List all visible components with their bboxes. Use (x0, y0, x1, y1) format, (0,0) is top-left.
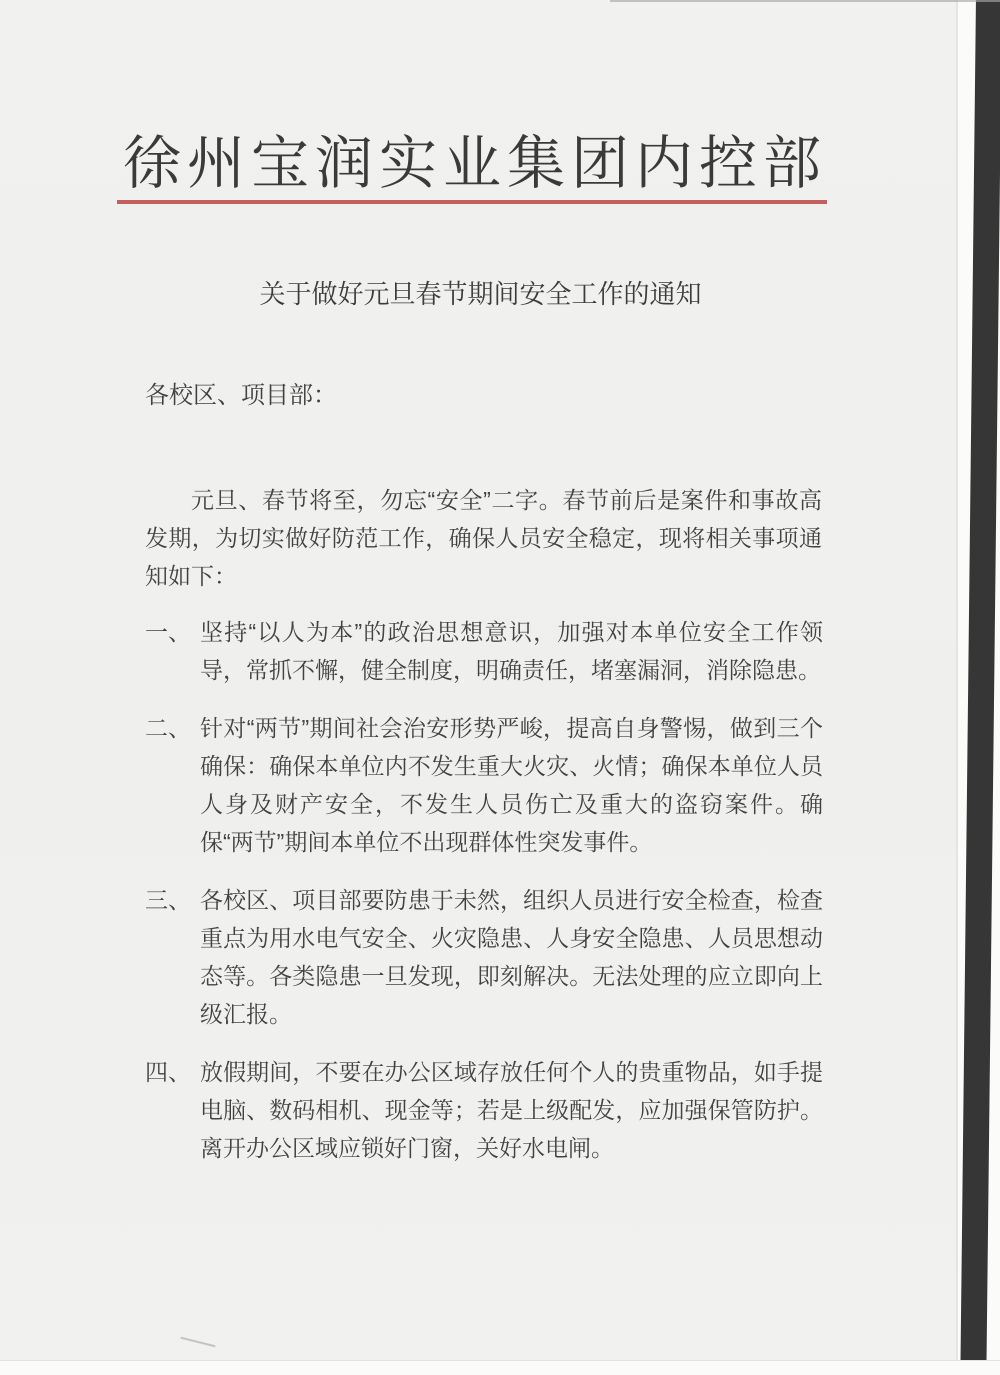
pencil-mark (180, 1337, 215, 1348)
letterhead-wrap (0, 131, 944, 204)
intro-paragraph: 元旦、春节将至，勿忘“安全”二字。春节前后是案件和事故高发期，为切实做好防范工作，确保人员安全稳定，现将相关事项通知如下： (145, 487, 822, 589)
item-text: 放假期间，不要在办公区域存放任何个人的贵重物品，如手提电脑、数码相机、现金等；若是上级配发，应加强保管防护。离开办公区域应锁好门窗，关好水电闸。 (200, 1059, 823, 1161)
list-item (145, 709, 823, 861)
notice-title-wrap (0, 276, 961, 312)
item-marker: 二、 (145, 715, 191, 741)
item-text: 针对“两节”期间社会治安形势严峻，提高自身警惕，做到三个确保：确保本单位内不发生重大火灾、火情；确保本单位人员人身及财产安全，不发生人员伤亡及重大的盗窃案件。确保“两节”期间本单位不出现群体性突发事件。 (200, 715, 823, 855)
notice-title: 关于做好元旦春节期间安全工作的通知 (259, 279, 702, 309)
notice-item-list (145, 613, 823, 1167)
salutation: 各校区、项目部： (145, 382, 337, 409)
item-marker: 三、 (145, 887, 191, 913)
list-item (145, 1053, 823, 1167)
list-item (145, 613, 823, 689)
letterhead-title: 徐州宝润实业集团内控部 (117, 135, 827, 204)
item-text: 坚持“以人为本”的政治思想意识，加强对本单位安全工作领导，常抓不懈，健全制度，明确责任，堵塞漏洞，消除隐患。 (200, 619, 823, 683)
paper-bottom-edge (0, 1360, 1000, 1375)
item-marker: 一、 (145, 619, 191, 645)
item-marker: 四、 (145, 1059, 191, 1085)
list-item (145, 881, 823, 1033)
item-text: 各校区、项目部要防患于未然，组织人员进行安全检查，检查重点为用水电气安全、火灾隐患、人身安全隐患、人员思想动态等。各类隐患一旦发现，即刻解决。无法处理的应立即向上级汇报。 (200, 887, 823, 1027)
scan-top-edge-line (610, 0, 1000, 2)
